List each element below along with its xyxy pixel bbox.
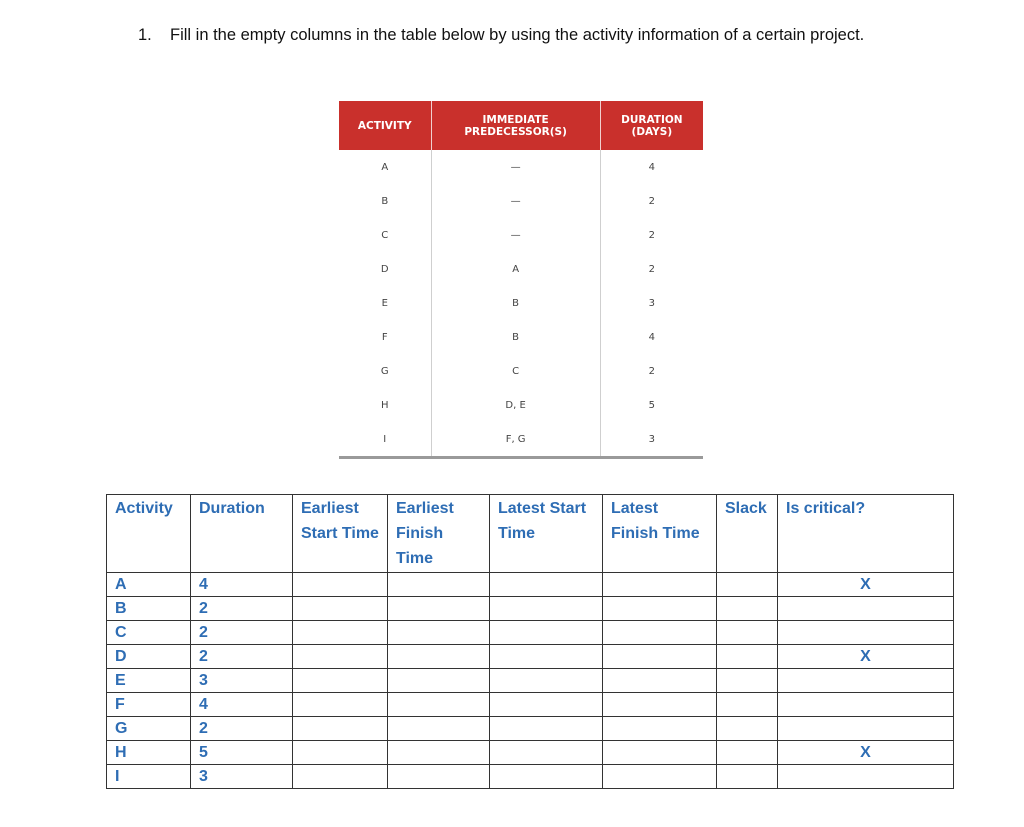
ans-cell-earliest-start <box>293 693 388 717</box>
ans-cell-earliest-finish <box>388 693 490 717</box>
ans-cell-activity: A <box>107 573 191 597</box>
ref-cell-duration: 2 <box>648 365 656 377</box>
ans-cell-earliest-start <box>293 573 388 597</box>
ans-cell-duration: 2 <box>191 597 293 621</box>
ref-cell-duration: 4 <box>648 161 656 173</box>
ans-cell-latest-start <box>490 717 603 741</box>
ans-cell-slack <box>717 669 778 693</box>
ans-cell-earliest-start <box>293 765 388 789</box>
reference-row <box>339 388 703 422</box>
ans-cell-latest-finish <box>603 693 717 717</box>
ref-cell-activity: C <box>381 229 389 241</box>
ans-cell-earliest-start <box>293 741 388 765</box>
answer-row <box>107 645 954 669</box>
reference-row <box>339 150 703 184</box>
ans-cell-duration: 2 <box>191 645 293 669</box>
ans-cell-critical: X <box>778 573 954 597</box>
reference-row <box>339 218 703 252</box>
ans-header-earliest-start: Earliest Start Time <box>293 495 388 573</box>
ref-cell-predecessors: — <box>431 150 600 184</box>
ref-cell-predecessors: D, E <box>431 388 600 422</box>
answer-row <box>107 573 954 597</box>
ans-cell-earliest-start <box>293 597 388 621</box>
reference-row <box>339 184 703 218</box>
ans-cell-latest-start <box>490 741 603 765</box>
ans-cell-latest-finish <box>603 621 717 645</box>
answer-row <box>107 765 954 789</box>
ans-cell-latest-start <box>490 693 603 717</box>
ans-cell-critical <box>778 765 954 789</box>
ans-cell-activity: F <box>107 693 191 717</box>
ans-cell-slack <box>717 765 778 789</box>
ans-cell-slack <box>717 597 778 621</box>
ans-cell-latest-finish <box>603 669 717 693</box>
reference-row <box>339 286 703 320</box>
ref-cell-duration: 2 <box>648 229 656 241</box>
ans-cell-latest-start <box>490 597 603 621</box>
ans-cell-latest-start <box>490 621 603 645</box>
reference-row <box>339 320 703 354</box>
ans-cell-earliest-start <box>293 669 388 693</box>
ans-cell-latest-finish <box>603 645 717 669</box>
ref-cell-activity: A <box>381 161 389 173</box>
ans-cell-slack <box>717 621 778 645</box>
ans-cell-activity: C <box>107 621 191 645</box>
answer-table <box>106 494 954 789</box>
ref-cell-duration: 4 <box>648 331 656 343</box>
question-number: 1. <box>138 26 152 44</box>
ans-cell-critical <box>778 717 954 741</box>
ref-cell-activity: I <box>339 422 431 458</box>
ans-cell-latest-start <box>490 645 603 669</box>
ref-cell-activity: H <box>380 399 389 411</box>
ref-cell-activity: D <box>380 263 389 275</box>
ans-cell-activity: I <box>107 765 191 789</box>
ans-cell-earliest-start <box>293 621 388 645</box>
ans-header-activity: Activity <box>107 495 191 573</box>
ans-cell-critical <box>778 597 954 621</box>
ans-header-critical: Is critical? <box>778 495 954 573</box>
ref-cell-duration: 2 <box>648 195 656 207</box>
ref-header-activity: ACTIVITY <box>339 101 431 150</box>
reference-header-row <box>339 101 703 150</box>
ans-cell-latest-start <box>490 765 603 789</box>
ans-cell-duration: 3 <box>191 765 293 789</box>
ans-cell-latest-finish <box>603 597 717 621</box>
ans-header-latest-finish: Latest Finish Time <box>603 495 717 573</box>
ans-cell-critical: X <box>778 741 954 765</box>
ref-cell-predecessors: A <box>431 252 600 286</box>
ans-cell-earliest-finish <box>388 621 490 645</box>
ans-cell-slack <box>717 717 778 741</box>
reference-row <box>339 422 703 458</box>
ans-cell-earliest-finish <box>388 741 490 765</box>
ans-cell-earliest-finish <box>388 597 490 621</box>
ref-header-duration: DURATION (DAYS) <box>600 101 703 150</box>
answer-row <box>107 597 954 621</box>
ans-cell-activity: H <box>107 741 191 765</box>
question-text: Fill in the empty columns in the table below by using the activity information of a certain project. <box>170 26 865 44</box>
reference-row <box>339 252 703 286</box>
ref-cell-activity: E <box>381 297 388 309</box>
ans-cell-slack <box>717 741 778 765</box>
ans-cell-duration: 5 <box>191 741 293 765</box>
ans-cell-slack <box>717 573 778 597</box>
ans-cell-activity: B <box>107 597 191 621</box>
reference-row <box>339 354 703 388</box>
ref-header-predecessors: IMMEDIATE PREDECESSOR(S) <box>431 101 600 150</box>
ans-cell-earliest-start <box>293 645 388 669</box>
ans-cell-duration: 4 <box>191 573 293 597</box>
ans-cell-earliest-finish <box>388 573 490 597</box>
ans-cell-activity: D <box>107 645 191 669</box>
ans-cell-latest-start <box>490 573 603 597</box>
ans-cell-slack <box>717 693 778 717</box>
ref-cell-predecessors: — <box>431 218 600 252</box>
ans-header-duration: Duration <box>191 495 293 573</box>
ref-cell-predecessors: B <box>431 320 600 354</box>
answer-row <box>107 693 954 717</box>
reference-table <box>339 101 703 459</box>
ans-cell-duration: 3 <box>191 669 293 693</box>
ref-cell-duration: 3 <box>648 297 656 309</box>
ans-header-latest-start: Latest Start Time <box>490 495 603 573</box>
ans-cell-latest-finish <box>603 717 717 741</box>
ans-cell-latest-start <box>490 669 603 693</box>
answer-header-row <box>107 495 954 573</box>
ans-cell-slack <box>717 645 778 669</box>
ans-cell-latest-finish <box>603 741 717 765</box>
ans-cell-latest-finish <box>603 765 717 789</box>
ans-cell-earliest-start <box>293 717 388 741</box>
ans-cell-critical <box>778 621 954 645</box>
ans-cell-critical <box>778 669 954 693</box>
ref-cell-activity: F <box>381 331 388 343</box>
ref-cell-predecessors: F, G <box>431 422 600 458</box>
ans-cell-duration: 2 <box>191 717 293 741</box>
answer-row <box>107 741 954 765</box>
ans-header-earliest-finish: Earliest Finish Time <box>388 495 490 573</box>
ref-cell-predecessors: — <box>431 184 600 218</box>
answer-row <box>107 621 954 645</box>
ref-cell-activity: B <box>381 195 389 207</box>
ans-cell-earliest-finish <box>388 669 490 693</box>
answer-row <box>107 669 954 693</box>
ans-cell-earliest-finish <box>388 645 490 669</box>
ref-cell-activity: G <box>380 365 389 377</box>
ans-cell-critical: X <box>778 645 954 669</box>
ans-cell-activity: G <box>107 717 191 741</box>
ans-header-slack: Slack <box>717 495 778 573</box>
ans-cell-activity: E <box>107 669 191 693</box>
ans-cell-critical <box>778 693 954 717</box>
ref-cell-predecessors: B <box>431 286 600 320</box>
ans-cell-earliest-finish <box>388 717 490 741</box>
ref-cell-duration: 3 <box>600 422 703 458</box>
ans-cell-earliest-finish <box>388 765 490 789</box>
answer-row <box>107 717 954 741</box>
ref-cell-duration: 2 <box>648 263 656 275</box>
ref-cell-duration: 5 <box>648 399 656 411</box>
ref-cell-predecessors: C <box>431 354 600 388</box>
ans-cell-latest-finish <box>603 573 717 597</box>
ans-cell-duration: 4 <box>191 693 293 717</box>
ans-cell-duration: 2 <box>191 621 293 645</box>
